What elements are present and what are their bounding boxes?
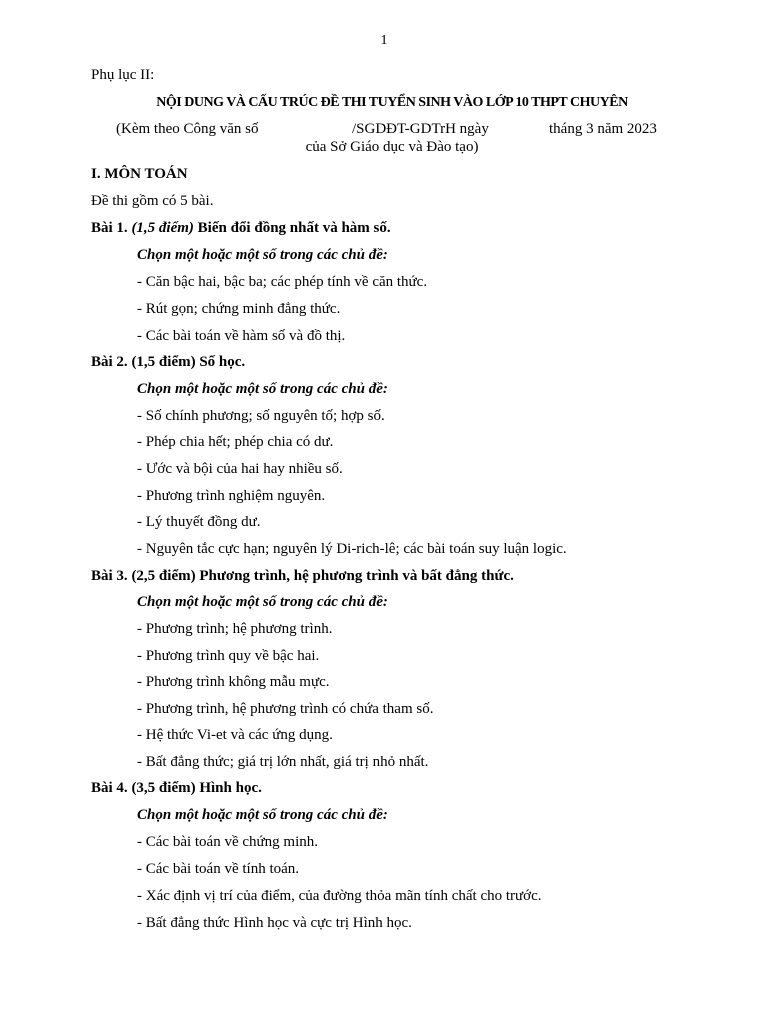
list-item: - Lý thuyết đồng dư.: [137, 514, 261, 530]
problem-label: Bài 1.: [91, 220, 128, 236]
list-item: - Phương trình; hệ phương trình.: [137, 621, 333, 637]
problem-label: Bài 3.: [91, 568, 128, 584]
problem-2-heading: [91, 354, 245, 371]
section-heading: I. MÔN TOÁN: [91, 166, 188, 182]
choose-label: Chọn một hoặc một số trong các chủ đề:: [137, 247, 388, 263]
problem-points: (1,5 điểm): [131, 220, 194, 236]
problem-points: (1,5 điểm): [131, 354, 196, 370]
list-item: - Các bài toán về tính toán.: [137, 861, 300, 877]
intro-text: Đề thi gồm có 5 bài.: [91, 193, 214, 209]
problem-points: (2,5 điểm): [131, 568, 196, 584]
appendix-label: Phụ lục II:: [91, 67, 155, 83]
list-item: - Hệ thức Vi-et và các ứng dụng.: [137, 727, 333, 743]
reference-part-2: /SGDĐT-GDTrH ngày: [352, 121, 489, 137]
list-item: - Phép chia hết; phép chia có dư.: [137, 434, 334, 450]
list-item: - Phương trình không mẫu mực.: [137, 674, 330, 690]
list-item: - Bất đẳng thức; giá trị lớn nhất, giá trị nhỏ nhất.: [137, 754, 429, 770]
problem-topic: Phương trình, hệ phương trình và bất đẳng thức.: [199, 568, 514, 584]
list-item: - Bất đẳng thức Hình học và cực trị Hình học.: [137, 915, 412, 931]
list-item: - Phương trình, hệ phương trình có chứa tham số.: [137, 701, 434, 717]
document-title: NỘI DUNG VÀ CẤU TRÚC ĐỀ THI TUYỂN SINH VÀO LỚP 10 THPT CHUYÊN: [156, 95, 628, 110]
problem-4-heading: [91, 780, 262, 797]
choose-label: Chọn một hoặc một số trong các chủ đề:: [137, 807, 388, 823]
choose-label: Chọn một hoặc một số trong các chủ đề:: [137, 381, 388, 397]
problem-topic: Biến đổi đồng nhất và hàm số.: [197, 220, 391, 236]
problem-label: Bài 2.: [91, 354, 128, 370]
list-item: - Các bài toán về hàm số và đồ thị.: [137, 328, 346, 344]
list-item: - Phương trình nghiệm nguyên.: [137, 488, 326, 504]
page-number: 1: [380, 33, 388, 48]
list-item: - Căn bậc hai, bậc ba; các phép tính về căn thức.: [137, 274, 428, 290]
problem-topic: Hình học.: [199, 780, 262, 796]
problem-topic: Số học.: [199, 354, 246, 370]
list-item: - Rút gọn; chứng minh đẳng thức.: [137, 301, 341, 317]
list-item: - Xác định vị trí của điểm, của đường thỏa mãn tính chất cho trước.: [137, 888, 542, 904]
choose-label: Chọn một hoặc một số trong các chủ đề:: [137, 594, 388, 610]
reference-line: [116, 121, 676, 141]
problem-1-heading: [91, 220, 391, 237]
list-item: - Các bài toán về chứng minh.: [137, 834, 318, 850]
reference-line-2: của Sở Giáo dục và Đào tạo): [305, 139, 479, 155]
reference-part-1: (Kèm theo Công văn số: [116, 121, 259, 137]
list-item: - Số chính phương; số nguyên tố; hợp số.: [137, 408, 385, 424]
list-item: - Phương trình quy về bậc hai.: [137, 648, 320, 664]
problem-label: Bài 4.: [91, 780, 128, 796]
reference-part-3: tháng 3 năm 2023: [549, 121, 657, 137]
problem-3-heading: [91, 568, 514, 585]
list-item: - Nguyên tắc cực hạn; nguyên lý Di-rich-lê; các bài toán suy luận logic.: [137, 541, 567, 557]
list-item: - Ước và bội của hai hay nhiều số.: [137, 461, 343, 477]
problem-points: (3,5 điểm): [131, 780, 196, 796]
